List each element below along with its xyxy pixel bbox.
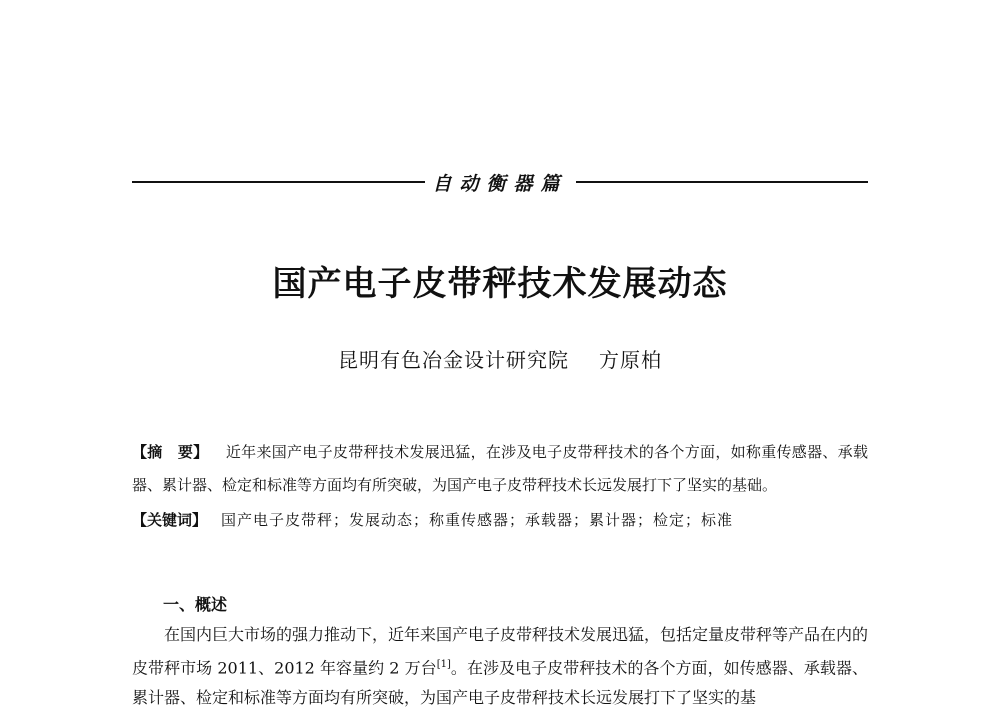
- citation-ref[interactable]: [1]: [436, 659, 451, 670]
- paper-title: 国产电子皮带秤技术发展动态: [272, 264, 728, 304]
- abstract: [132, 436, 868, 502]
- header-rule-left: [132, 181, 425, 183]
- header-rule-right: [576, 181, 869, 183]
- section-label: 自动衡器篇: [432, 172, 568, 195]
- abstract-text: 近年来国产电子皮带秤技术发展迅猛，在涉及电子皮带秤技术的各个方面，如称重传感器、承载器、累计器、检定和标准等方面均有所突破，为国产电子皮带秤技术长远发展打下了坚实的基础。: [132, 443, 868, 494]
- author-name: 方原柏: [599, 348, 662, 372]
- keywords-text: 国产电子皮带秤；发展动态；称重传感器；承载器；累计器；检定；标准: [221, 511, 734, 529]
- body-paragraph: [132, 620, 868, 713]
- keywords: [132, 504, 868, 537]
- paragraph-part2: 。在涉及电子皮带秤技术的各个方面，如传感器、承载器、累计器、检定和标准等方面均有所突破，为国产电子皮带秤技术长远发展打下了坚实的基: [132, 658, 868, 708]
- paragraph-part1: 在国内巨大市场的强力推动下，近年来国产电子皮带秤技术发展迅猛，包括定量皮带秤等产品在内的皮带秤市场 2011、2012 年容量约 2 万台: [132, 625, 869, 678]
- author-line: [0, 344, 1000, 373]
- abstract-tag: 【摘 要】: [132, 443, 209, 461]
- section-header: [132, 164, 868, 200]
- abstract-block: [132, 436, 868, 537]
- section-heading: 一、概述: [163, 595, 228, 614]
- body-text: [132, 620, 868, 713]
- keywords-tag: 【关键词】: [132, 511, 208, 529]
- affiliation: 昆明有色冶金设计研究院: [338, 348, 569, 372]
